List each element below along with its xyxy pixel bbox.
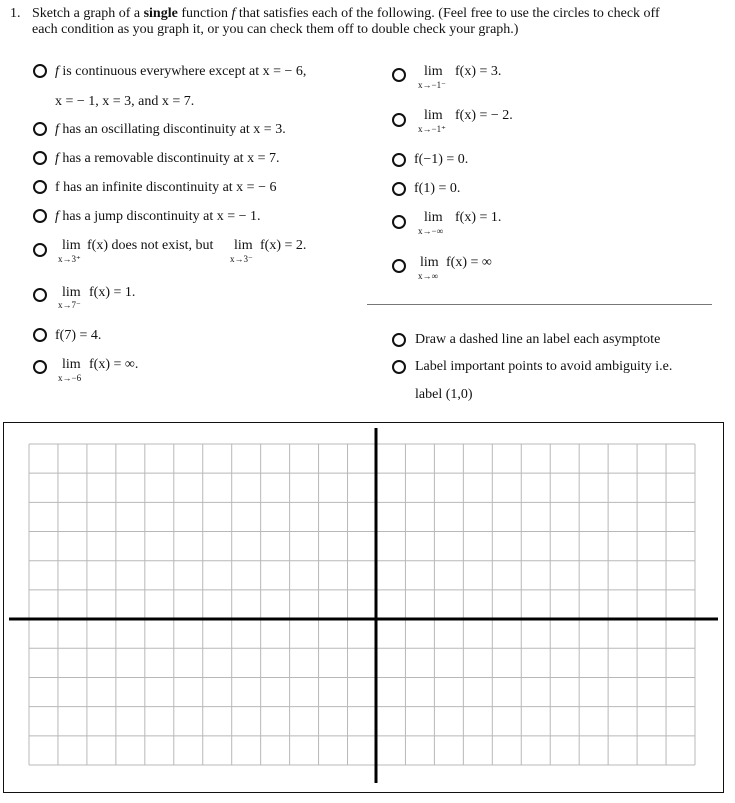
item-removable <box>55 151 279 167</box>
check-circle-limit-3[interactable] <box>33 243 47 257</box>
item-f7: f(7) = 4. <box>55 328 102 343</box>
coordinate-grid[interactable] <box>4 423 723 792</box>
f-symbol: f <box>55 122 59 137</box>
lim-word: lim <box>424 210 443 225</box>
lim-subscript: x→7⁻ <box>58 300 81 310</box>
lim-word: lim <box>62 238 81 253</box>
lim-subscript: x→−1⁻ <box>418 80 446 90</box>
check-circle-label-points[interactable] <box>392 360 406 374</box>
lim-subscript: x→−6 <box>58 373 82 383</box>
f-symbol: f <box>55 209 59 224</box>
item-limit-inf: f(x) = ∞ <box>446 255 492 270</box>
check-circle-oscillating[interactable] <box>33 122 47 136</box>
check-circle-limit-inf[interactable] <box>392 259 406 273</box>
item-label-points-line2: label (1,0) <box>415 387 473 402</box>
item-limit-7: f(x) = 1. <box>89 285 136 300</box>
question-number: 1. <box>10 6 21 21</box>
item-continuous-line2: x = − 1, x = 3, and x = 7. <box>55 94 195 109</box>
item-jump <box>55 209 261 225</box>
question-post2: that satisfies each of the following. (Feel free to use the circles to check off <box>235 6 660 21</box>
lim-word: lim <box>62 357 81 372</box>
question-f: f <box>231 6 236 21</box>
item-jump-text: has a jump discontinuity at x = − 1. <box>62 209 261 224</box>
check-circle-infinite[interactable] <box>33 180 47 194</box>
check-circle-limit-neg1-left[interactable] <box>392 68 406 82</box>
check-circle-continuous[interactable] <box>33 64 47 78</box>
question-pre: Sketch a graph of a <box>32 6 144 21</box>
check-circle-limit-neg1-right[interactable] <box>392 113 406 127</box>
lim-word: lim <box>424 108 443 123</box>
item-infinite: f has an infinite discontinuity at x = − 6 <box>55 180 277 195</box>
check-circle-limit-neg-inf[interactable] <box>392 215 406 229</box>
check-circle-jump[interactable] <box>33 209 47 223</box>
item-oscillating-text: has an oscillating discontinuity at x = 3. <box>62 122 286 137</box>
item-limit-neg-inf: f(x) = 1. <box>455 210 502 225</box>
check-circle-f7[interactable] <box>33 328 47 342</box>
item-continuous <box>55 64 306 80</box>
lim-subscript: x→−∞ <box>418 226 443 236</box>
item-limit-3-left: f(x) = 2. <box>260 238 307 253</box>
item-f-neg1: f(−1) = 0. <box>414 152 469 167</box>
check-circle-removable[interactable] <box>33 151 47 165</box>
item-limit-neg6: f(x) = ∞. <box>89 357 139 372</box>
lim-subscript: x→∞ <box>418 271 438 281</box>
check-circle-limit-neg6[interactable] <box>33 360 47 374</box>
divider-line <box>367 304 712 305</box>
check-circle-limit-7[interactable] <box>33 288 47 302</box>
lim-subscript: x→3⁺ <box>58 254 81 264</box>
check-circle-dashed-asymptote[interactable] <box>392 333 406 347</box>
item-removable-text: has a removable discontinuity at x = 7. <box>62 151 280 166</box>
f-symbol: f <box>55 64 59 79</box>
lim-subscript: x→3⁻ <box>230 254 253 264</box>
item-limit-neg1-left: f(x) = 3. <box>455 64 502 79</box>
item-oscillating <box>55 122 286 138</box>
item-limit-neg1-right: f(x) = − 2. <box>455 108 513 123</box>
graph-area[interactable] <box>3 422 724 793</box>
question-bold: single <box>143 6 178 21</box>
grid-lines <box>29 444 695 765</box>
lim-word: lim <box>234 238 253 253</box>
f-symbol: f <box>55 151 59 166</box>
question-line-2: each condition as you graph it, or you can check them off to double check your graph.) <box>32 22 519 37</box>
check-circle-f1[interactable] <box>392 182 406 196</box>
question-line-1 <box>32 6 660 22</box>
item-limit-3-dne: f(x) does not exist, but <box>87 238 214 253</box>
lim-word: lim <box>424 64 443 79</box>
lim-word: lim <box>420 255 439 270</box>
check-circle-f-neg1[interactable] <box>392 153 406 167</box>
lim-subscript: x→−1⁺ <box>418 124 446 134</box>
item-label-points: Label important points to avoid ambiguity i.e. <box>415 359 673 374</box>
item-continuous-text: is continuous everywhere except at x = − 6, <box>62 64 307 79</box>
lim-word: lim <box>62 285 81 300</box>
item-dashed-asymptote: Draw a dashed line an label each asymptote <box>415 332 661 347</box>
item-f1: f(1) = 0. <box>414 181 461 196</box>
question-post1: function <box>177 6 232 21</box>
